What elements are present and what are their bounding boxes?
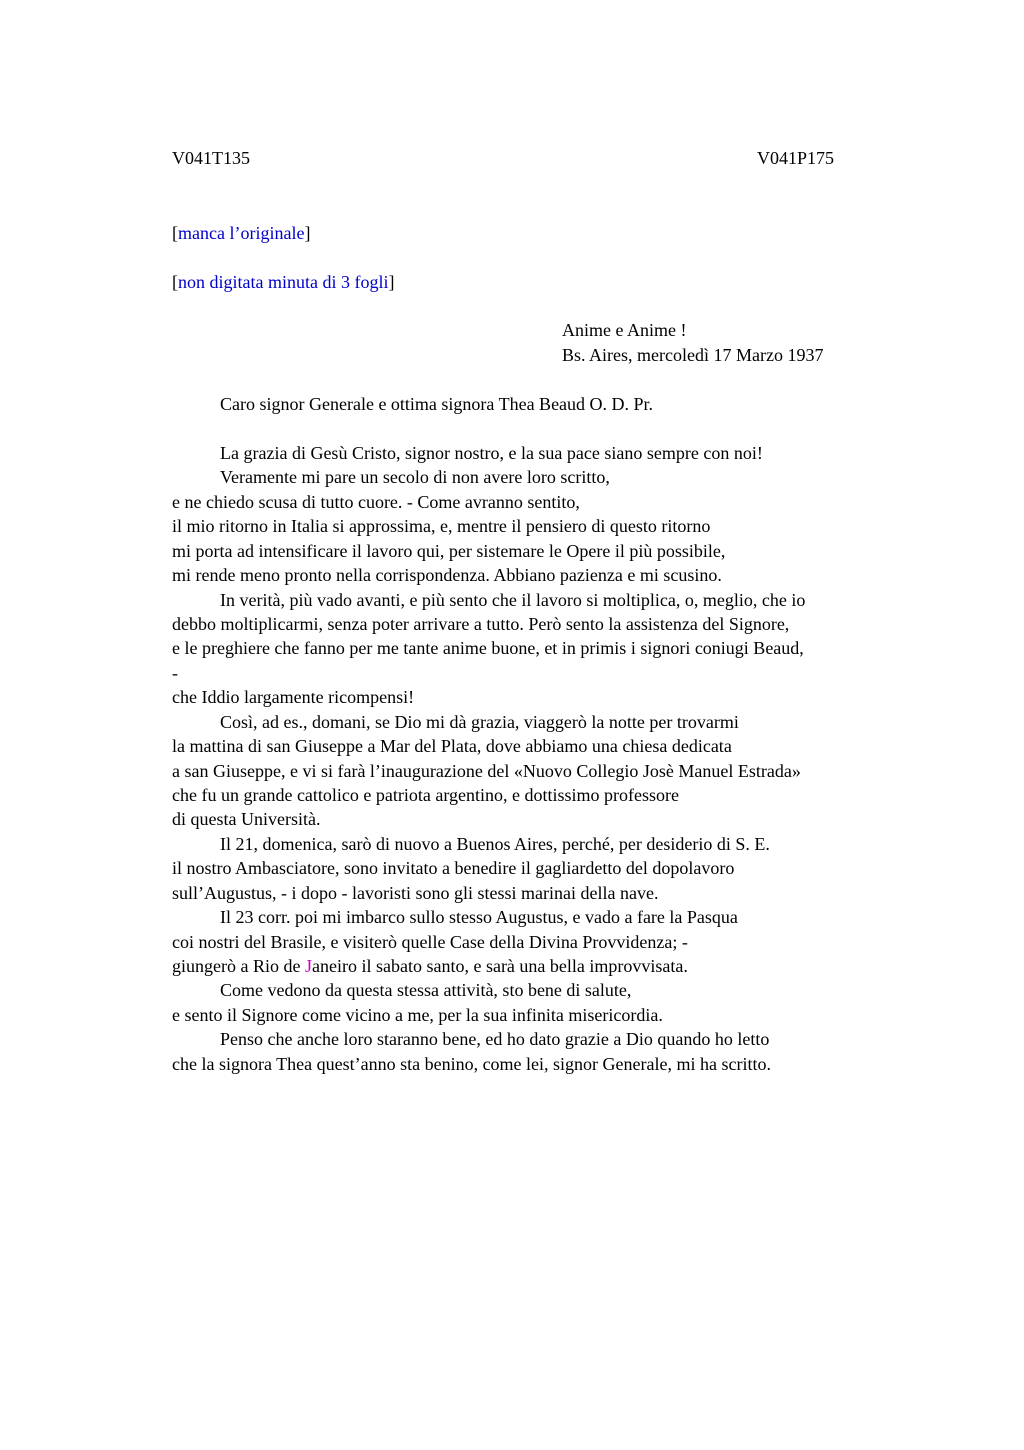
body-line: il nostro Ambasciatore, sono invitato a benedire il gagliardetto del dopolavoro: [172, 858, 735, 878]
body-line: Il 21, domenica, sarò di nuovo a Buenos Aires, perché, per desiderio di S. E.: [220, 834, 770, 854]
body-line: a san Giuseppe, e vi si farà l’inaugurazione del «Nuovo Collegio Josè Manuel Estrada»: [172, 761, 801, 781]
rio-line: [172, 955, 688, 977]
body-line: La grazia di Gesù Cristo, signor nostro, e la sua pace siano sempre con noi!: [220, 443, 763, 463]
body-line: coi nostri del Brasile, e visiterò quelle Case della Divina Provvidenza; -: [172, 932, 688, 952]
body-line: Il 23 corr. poi mi imbarco sullo stesso Augustus, e vado a fare la Pasqua: [220, 907, 738, 927]
rio-line-highlight: J: [304, 956, 312, 976]
place-date: Bs. Aires, mercoledì 17 Marzo 1937: [562, 345, 824, 365]
body-line: il mio ritorno in Italia si approssima, e, mentre il pensiero di questo ritorno: [172, 516, 711, 536]
rio-line-after: aneiro il sabato santo, e sarà una bella improvvisata.: [312, 956, 688, 976]
salutation: Caro signor Generale e ottima signora Thea Beaud O. D. Pr.: [220, 394, 654, 414]
body-line: che fu un grande cattolico e patriota argentino, e dottissimo professore: [172, 785, 680, 805]
motto: Anime e Anime !: [562, 320, 687, 340]
bracket-close: ]: [388, 272, 395, 292]
body-line: che Iddio largamente ricompensi!: [172, 687, 415, 707]
left-code: V041T135: [172, 148, 250, 168]
minute-note-text: non digitata minuta di 3 fogli: [178, 272, 389, 292]
closing-line: che la signora Thea quest’anno sta benino, come lei, signor Generale, mi ha scritto.: [172, 1054, 771, 1074]
minute-note: [172, 271, 394, 293]
body-line: di questa Università.: [172, 809, 321, 829]
closing-line: e sento il Signore come vicino a me, per la sua infinita misericordia.: [172, 1005, 663, 1025]
body-line: la mattina di san Giuseppe a Mar del Plata, dove abbiamo una chiesa dedicata: [172, 736, 732, 756]
body-line: e le preghiere che fanno per me tante anime buone, et in primis i signori coniugi Beaud,: [172, 638, 804, 658]
rio-line-before: giungerò a Rio de: [172, 956, 305, 976]
body-line: debbo moltiplicarmi, senza poter arrivare a tutto. Però sento la assistenza del Signore,: [172, 614, 790, 634]
body-line: In verità, più vado avanti, e più sento che il lavoro si moltiplica, o, meglio, che io: [220, 590, 806, 610]
bracket-close: ]: [304, 223, 311, 243]
body-line: Così, ad es., domani, se Dio mi dà grazia, viaggerò la notte per trovarmi: [220, 712, 739, 732]
body-line: sull’Augustus, - i dopo - lavoristi sono gli stessi marinai della nave.: [172, 883, 659, 903]
right-code: V041P175: [757, 148, 835, 168]
body-line: Veramente mi pare un secolo di non avere loro scritto,: [220, 467, 610, 487]
closing-line: Come vedono da questa stessa attività, sto bene di salute,: [220, 980, 632, 1000]
missing-original-note: [172, 222, 310, 244]
body-line: -: [172, 663, 178, 683]
body-line: mi rende meno pronto nella corrispondenza. Abbiano pazienza e mi scusino.: [172, 565, 722, 585]
closing-line: Penso che anche loro staranno bene, ed ho dato grazie a Dio quando ho letto: [220, 1029, 770, 1049]
bracket-open: [: [172, 223, 178, 243]
body-line: e ne chiedo scusa di tutto cuore. - Come avranno sentito,: [172, 492, 580, 512]
missing-original-text: manca l’originale: [178, 223, 305, 243]
body-line: mi porta ad intensificare il lavoro qui, per sistemare le Opere il più possibile,: [172, 541, 726, 561]
bracket-open: [: [172, 272, 178, 292]
